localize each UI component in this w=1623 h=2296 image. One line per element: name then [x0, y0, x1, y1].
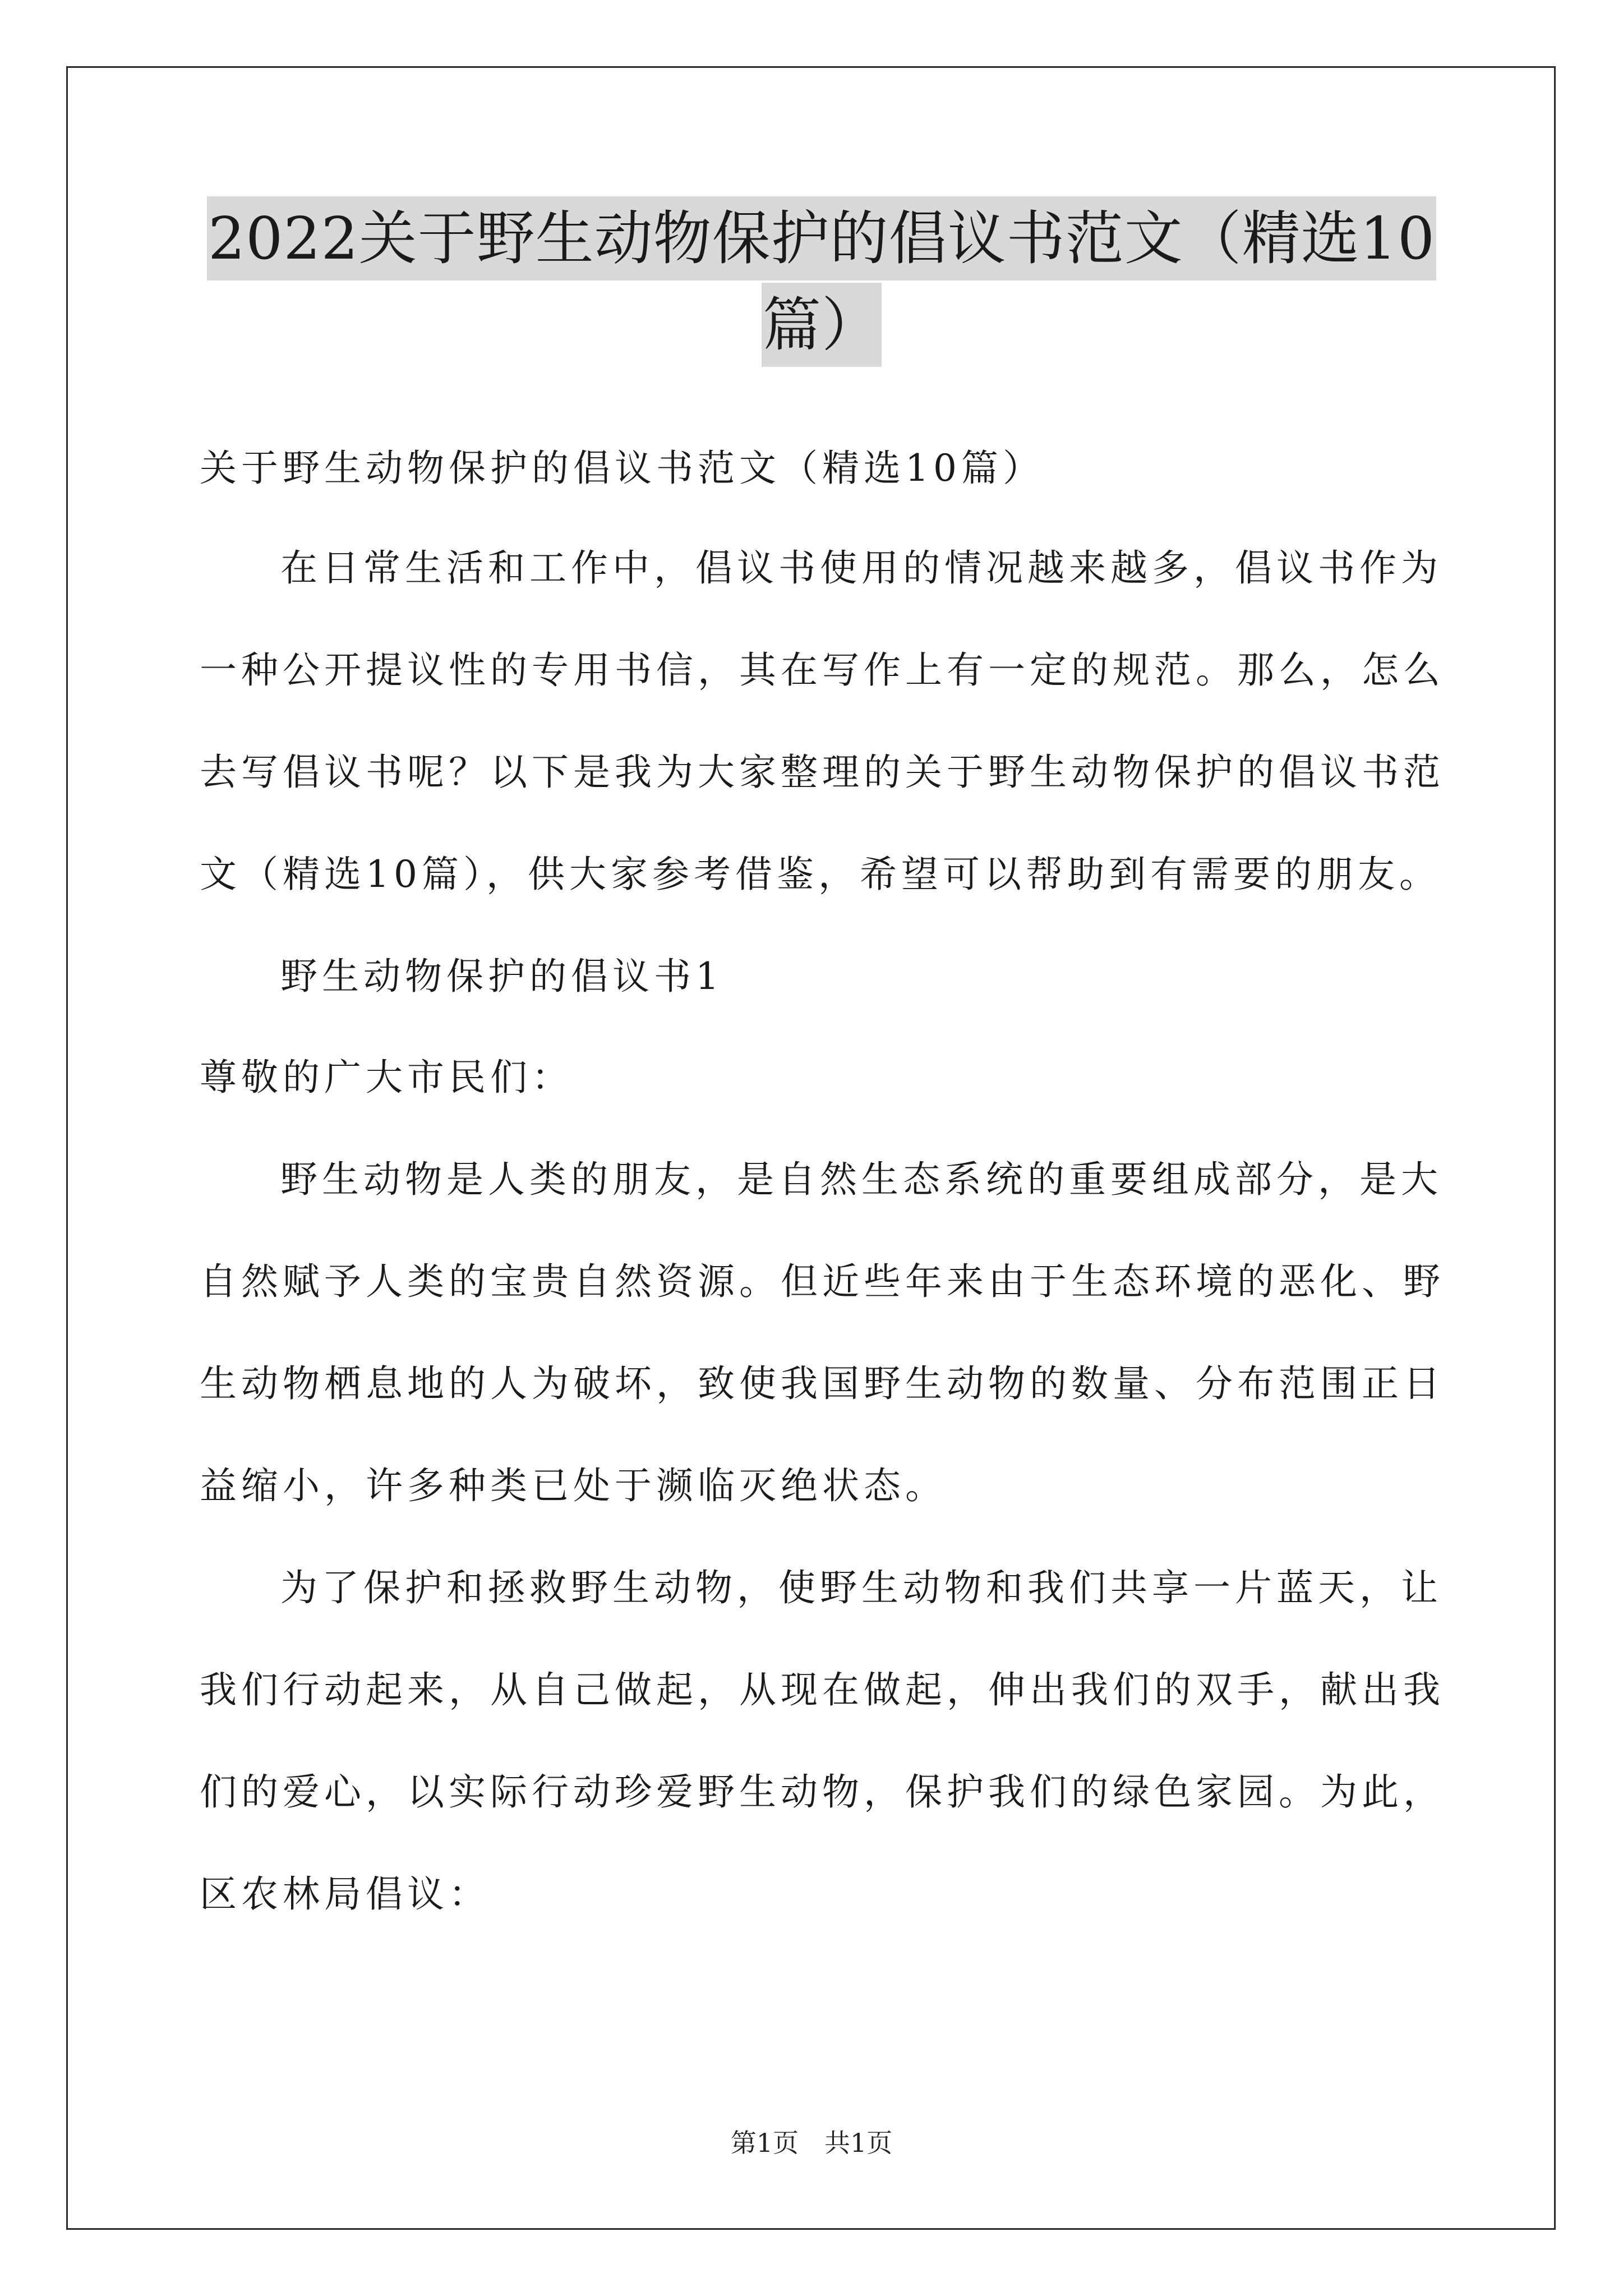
page-footer: 第1页 共1页 [730, 2128, 893, 2158]
salutation: 尊敬的广大市民们： [200, 1056, 573, 1099]
title-line-2: 篇） [762, 283, 882, 367]
paragraph-line: 益缩小，许多种类已处于濒临灭绝状态。 [200, 1464, 947, 1507]
section-heading: 野生动物保护的倡议书1 [280, 955, 723, 998]
paragraph-line: 去写倡议书呢？以下是我为大家整理的关于野生动物保护的倡议书范 [200, 751, 1445, 794]
paragraph-line: 们的爱心，以实际行动珍爱野生动物，保护我们的绿色家园。为此， [200, 1770, 1445, 1814]
title-line-1: 2022关于野生动物保护的倡议书范文（精选10 [207, 196, 1436, 280]
paragraph-line: 野生动物是人类的朋友，是自然生态系统的重要组成部分，是大 [280, 1158, 1442, 1201]
paragraph-line: 生动物栖息地的人为破坏，致使我国野生动物的数量、分布范围正日 [200, 1362, 1445, 1405]
paragraph-line: 文（精选10篇），供大家参考借鉴，希望可以帮助到有需要的朋友。 [200, 853, 1441, 896]
document-title [196, 196, 1447, 367]
paragraph-line: 一种公开提议性的专用书信，其在写作上有一定的规范。那么，怎么 [200, 648, 1445, 692]
paragraph-line: 为了保护和拯救野生动物，使野生动物和我们共享一片蓝天，让 [280, 1566, 1442, 1609]
paragraph-line: 在日常生活和工作中，倡议书使用的情况越来越多，倡议书作为 [280, 546, 1442, 590]
paragraph-line: 我们行动起来，从自己做起，从现在做起，伸出我们的双手，献出我 [200, 1668, 1445, 1711]
paragraph-line: 自然赋予人类的宝贵自然资源。但近些年来由于生态环境的恶化、野 [200, 1260, 1445, 1303]
paragraph-line: 区农林局倡议： [200, 1872, 490, 1916]
subtitle-line: 关于野生动物保护的倡议书范文（精选10篇） [200, 447, 1044, 490]
